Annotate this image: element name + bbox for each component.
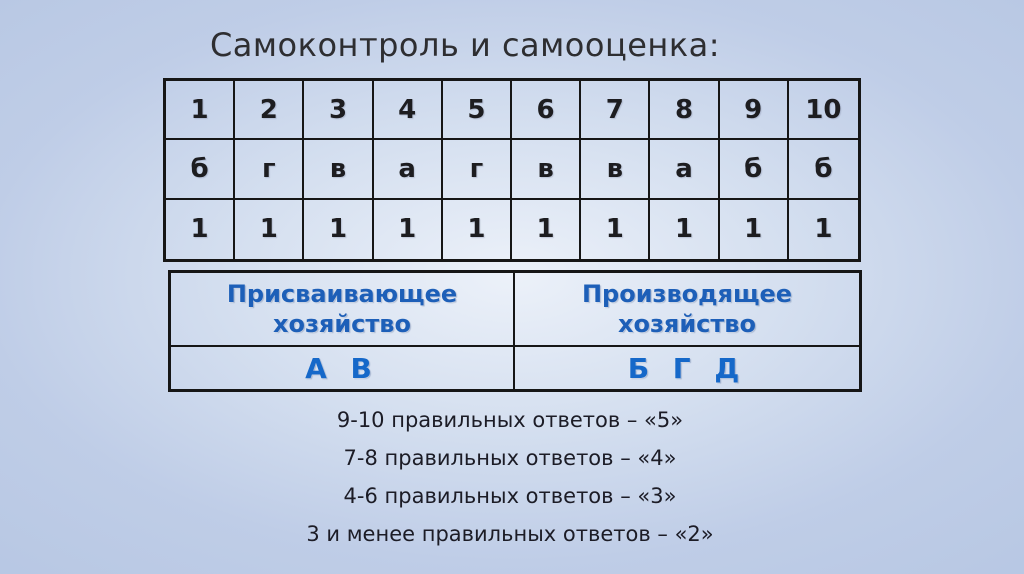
answers-table xyxy=(163,78,861,262)
answer-point-3: 1 xyxy=(304,200,373,259)
answer-cell-q6: 6 xyxy=(512,81,581,140)
answer-cell-q10: 10 xyxy=(789,81,858,140)
answer-cell-q8: 8 xyxy=(650,81,719,140)
answer-letter-6: в xyxy=(512,140,581,199)
economy-header-appropriating-label: Присваивающее хозяйство xyxy=(226,280,458,338)
economy-values-appropriating xyxy=(171,347,515,389)
answer-point-9: 1 xyxy=(720,200,789,259)
answer-letter-3: в xyxy=(304,140,373,199)
answer-point-7: 1 xyxy=(581,200,650,259)
economy-values-producing xyxy=(515,347,859,389)
answer-letter-10: б xyxy=(789,140,858,199)
economy-header-appropriating xyxy=(171,273,515,347)
grading-criteria xyxy=(0,403,1020,555)
answer-point-2: 1 xyxy=(235,200,304,259)
answer-point-6: 1 xyxy=(512,200,581,259)
answer-cell-q3: 3 xyxy=(304,81,373,140)
answer-point-8: 1 xyxy=(650,200,719,259)
answer-cell-q1: 1 xyxy=(166,81,235,140)
answer-point-1: 1 xyxy=(166,200,235,259)
grade-line-2: 3 и менее правильных ответов – «2» xyxy=(306,522,714,546)
answer-point-10: 1 xyxy=(814,214,833,245)
answer-letter-5: г xyxy=(443,140,512,199)
slide-title: Самоконтроль и самооценка: xyxy=(209,26,721,64)
grade-line-4: 7-8 правильных ответов – «4» xyxy=(343,446,677,470)
economy-table xyxy=(168,270,862,392)
economy-values-producing-label: Б Г Д xyxy=(627,351,747,385)
answer-letter-9: б xyxy=(720,140,789,199)
answer-point-4: 1 xyxy=(374,200,443,259)
grade-line-3: 4-6 правильных ответов – «3» xyxy=(343,484,677,508)
answer-cell-q9: 9 xyxy=(720,81,789,140)
economy-header-producing-label: Производящее хозяйство xyxy=(581,280,793,338)
answer-letter-2: г xyxy=(235,140,304,199)
answer-letter-1: б xyxy=(166,140,235,199)
answer-letter-8: а xyxy=(650,140,719,199)
answer-letter-4: а xyxy=(374,140,443,199)
economy-header-producing xyxy=(515,273,859,347)
answer-cell-q4: 4 xyxy=(374,81,443,140)
answer-letter-7: в xyxy=(581,140,650,199)
answer-cell-q7: 7 xyxy=(581,81,650,140)
economy-values-appropriating-label: А В xyxy=(305,351,379,385)
answer-cell-q5: 5 xyxy=(443,81,512,140)
answer-cell-q2: 2 xyxy=(235,81,304,140)
grade-line-5: 9-10 правильных ответов – «5» xyxy=(336,408,684,432)
answer-point-5: 1 xyxy=(443,200,512,259)
